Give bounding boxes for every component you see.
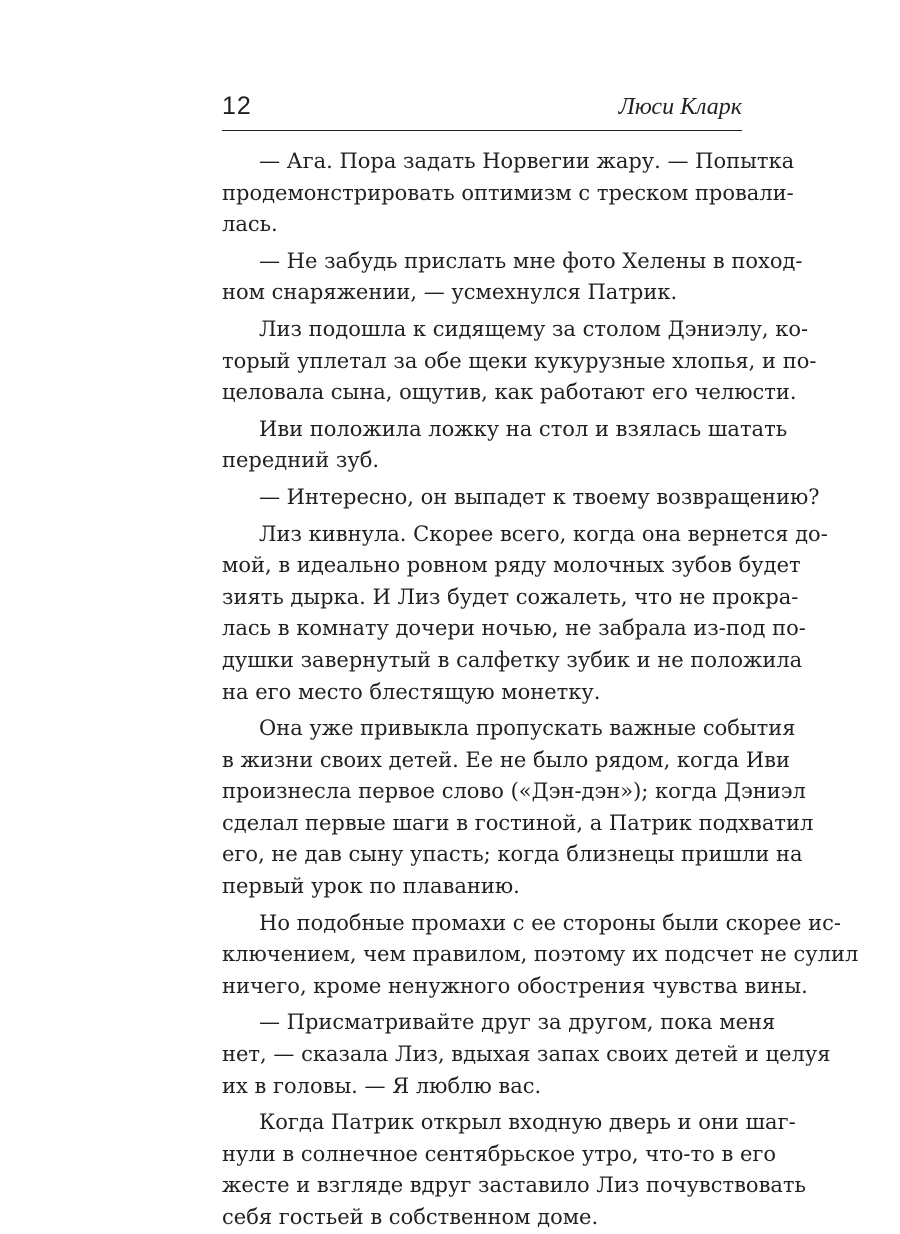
text-line: жесте и взгляде вдруг заставило Лиз почувствовать bbox=[222, 1173, 806, 1198]
text-line: себя гостьей в собственном доме. bbox=[222, 1205, 599, 1229]
text-line: передний зуб. bbox=[222, 448, 380, 473]
paragraph bbox=[222, 713, 814, 903]
text-line: нет, — сказала Лиз, вдыхая запах своих детей и целуя bbox=[222, 1042, 831, 1067]
text-line: Иви положила ложку на стол и взялась шатать bbox=[259, 416, 788, 441]
page-number: 12 bbox=[222, 92, 252, 120]
text-line: мой, в идеально ровном ряду молочных зубов будет bbox=[222, 553, 801, 578]
text-line: нули в солнечное сентябрьское утро, что-то в его bbox=[222, 1141, 777, 1166]
text-line: продемонстрировать оптимизм с треском провали- bbox=[222, 180, 794, 205]
body-text bbox=[222, 146, 859, 1234]
text-line: ном снаряжении, — усмехнулся Патрик. bbox=[222, 280, 678, 305]
text-line: целовала сына, ощутив, как работают его челюсти. bbox=[222, 380, 797, 405]
text-line: его, не дав сыну упасть; когда близнецы пришли на bbox=[222, 842, 803, 867]
text-line: — Присматривайте друг за другом, пока меня bbox=[259, 1010, 776, 1035]
text-line: — Ага. Пора задать Норвегии жару. — Попытка bbox=[259, 149, 795, 173]
paragraph bbox=[222, 519, 828, 709]
text-line: в жизни своих детей. Ее не было рядом, когда Иви bbox=[222, 747, 790, 772]
text-line: Когда Патрик открыл входную дверь и они шаг- bbox=[259, 1110, 796, 1135]
running-title-author: Люси Кларк bbox=[618, 94, 742, 120]
text-line: ничего, кроме ненужного обострения чувства вины. bbox=[222, 973, 808, 998]
paragraph bbox=[222, 314, 817, 409]
paragraph bbox=[222, 146, 795, 241]
text-line: лась. bbox=[222, 212, 278, 237]
text-line: торый уплетал за обе щеки кукурузные хлопья, и по- bbox=[222, 348, 817, 373]
text-line: ключением, чем правилом, поэтому их подсчет не сулил bbox=[222, 942, 859, 967]
text-line: первый урок по плаванию. bbox=[222, 874, 520, 899]
text-line: на его место блестящую монетку. bbox=[222, 679, 601, 704]
text-line: произнесла первое слово («Дэн-дэн»); когда Дэниэл bbox=[222, 779, 806, 804]
text-line: их в головы. — Я люблю вас. bbox=[222, 1073, 542, 1098]
text-line: Лиз подошла к сидящему за столом Дэниэлу, ко- bbox=[259, 316, 809, 341]
paragraph bbox=[222, 246, 803, 309]
text-line: Она уже привыкла пропускать важные события bbox=[259, 716, 796, 741]
text-line: Но подобные промахи с ее стороны были скорее ис- bbox=[259, 910, 841, 935]
paragraph bbox=[222, 482, 820, 514]
text-line: — Не забудь прислать мне фото Хелены в поход- bbox=[259, 248, 803, 273]
running-header bbox=[222, 88, 742, 131]
text-line: зиять дырка. И Лиз будет сожалеть, что не прокра- bbox=[222, 584, 799, 609]
paragraph bbox=[222, 1007, 831, 1102]
paragraph bbox=[222, 414, 788, 477]
text-line: лась в комнату дочери ночью, не забрала из-под по- bbox=[222, 616, 806, 641]
paragraph bbox=[222, 908, 859, 1003]
text-line: Лиз кивнула. Скорее всего, когда она вернется до- bbox=[259, 521, 828, 546]
paragraph bbox=[222, 1107, 806, 1233]
text-line: — Интересно, он выпадет к твоему возвращению? bbox=[259, 484, 820, 509]
text-line: душки завернутый в салфетку зубик и не положила bbox=[222, 647, 803, 672]
text-line: сделал первые шаги в гостиной, а Патрик подхватил bbox=[222, 810, 814, 835]
